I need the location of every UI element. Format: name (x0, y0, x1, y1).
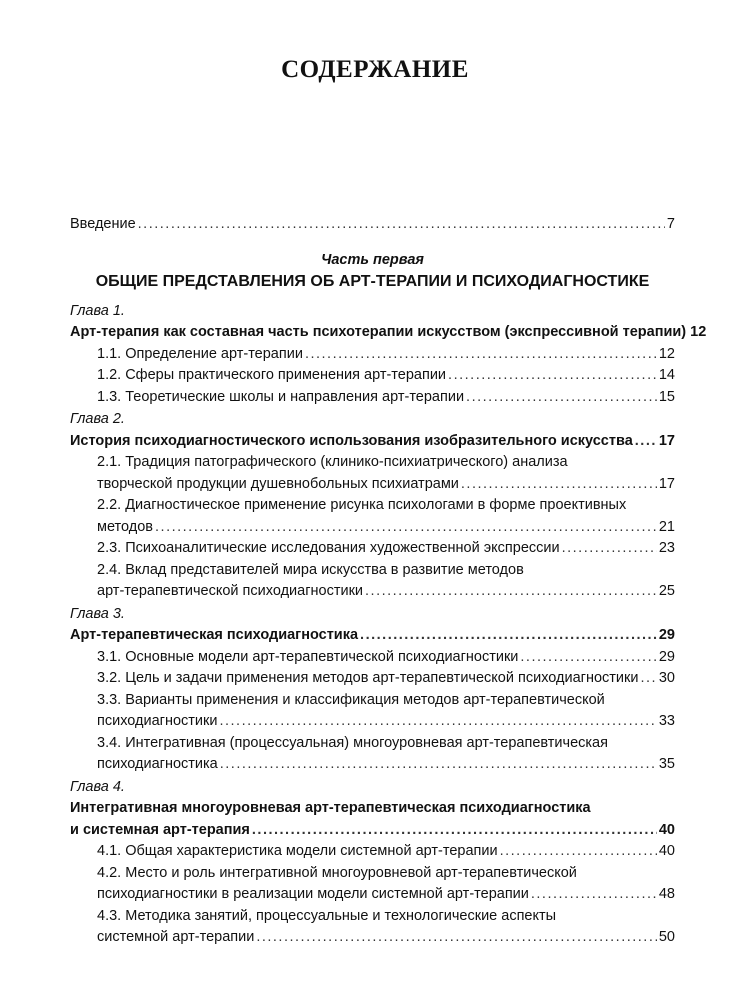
dot-leader (155, 517, 657, 539)
section-title: творческой продукции душевнобольных психиатрами (97, 475, 459, 492)
toc-entry-chapter-2[interactable] (70, 431, 675, 453)
section-title: 1.3. Теоретические школы и направления арт-терапии (97, 388, 465, 405)
part-label: Часть первая (321, 251, 424, 268)
toc-page-number: 17 (658, 475, 675, 492)
section-title-line: 2.1. Традиция патографического (клинико-психиатрического) анализа (97, 454, 568, 470)
toc-page-number: 40 (658, 843, 675, 859)
dot-leader (635, 431, 657, 453)
toc-entry-section[interactable] (70, 841, 675, 863)
toc-entry-chapter-4[interactable] (70, 820, 675, 842)
dot-leader (360, 625, 657, 647)
section-title: психодиагностика (97, 756, 218, 772)
toc-entry-section[interactable] (70, 387, 675, 409)
toc-page-number: 40 (658, 821, 675, 838)
toc-page-number: 15 (658, 388, 675, 405)
dot-leader (500, 841, 657, 863)
toc-page-number: 12 (658, 345, 675, 362)
chapter-label: Глава 2. (70, 411, 125, 427)
toc-entry-section[interactable] (70, 884, 675, 906)
section-title: методов (97, 518, 154, 535)
toc-entry-introduction[interactable] (70, 214, 675, 236)
toc-page-number: 29 (658, 627, 675, 643)
dot-leader (448, 365, 657, 387)
toc-page-number: 25 (658, 583, 675, 599)
part-title: ОБЩИЕ ПРЕДСТАВЛЕНИЯ ОБ АРТ-ТЕРАПИИ И ПСИХОДИАГНОСТИКЕ (95, 273, 650, 290)
section-title: 3.2. Цель и задачи применения методов арт-терапевтической психодиагностики (97, 670, 639, 686)
section-title-line: 3.4. Интегративная (процессуальная) многоуровневая арт-терапевтическая (97, 734, 608, 751)
toc-page-number: 50 (658, 929, 675, 945)
section-title-line: 2.2. Диагностическое применение рисунка психологами в форме проективных (97, 497, 627, 513)
chapter-label: Глава 1. (70, 302, 125, 319)
toc-entry-section[interactable] (70, 517, 675, 539)
dot-leader (640, 668, 656, 690)
chapter-title: История психодиагностического использования изобразительного искусства (70, 432, 633, 449)
toc-page-number: 12 (690, 324, 707, 340)
chapter-label: Глава 4. (70, 778, 125, 795)
dot-leader (220, 754, 657, 776)
dot-leader (466, 387, 657, 409)
section-title: 1.1. Определение арт-терапии (97, 345, 303, 362)
dot-leader (461, 474, 657, 496)
dot-leader (256, 927, 657, 949)
toc-page-number: 23 (658, 540, 675, 556)
toc-entry-section[interactable] (70, 927, 675, 949)
section-title-line: 3.3. Варианты применения и классификация методов арт-терапевтической (97, 691, 605, 708)
dot-leader (252, 820, 657, 842)
chapter-label: Глава 3. (70, 605, 125, 622)
section-title: арт-терапевтической психодиагностики (97, 583, 364, 599)
table-of-contents (70, 214, 707, 949)
toc-entry-section[interactable] (70, 365, 675, 387)
toc-entry-section[interactable] (70, 474, 675, 496)
toc-entry-section[interactable] (70, 668, 675, 690)
section-title: психодиагностики в реализации модели системной арт-терапии (97, 886, 529, 902)
toc-page-number: 17 (658, 432, 675, 449)
toc-page-number: 7 (666, 216, 675, 232)
chapter-title: и системная арт-терапия (70, 821, 250, 838)
dot-leader (305, 344, 657, 366)
toc-entry-text: Введение (70, 216, 136, 232)
section-title: 3.1. Основные модели арт-терапевтической психодиагностики (97, 648, 519, 665)
toc-page-number: 48 (658, 886, 675, 902)
section-title: 2.3. Психоаналитические исследования художественной экспрессии (97, 540, 560, 556)
chapter-title: Арт-терапевтическая психодиагностика (70, 627, 359, 643)
toc-entry-chapter-1[interactable] (70, 322, 707, 344)
toc-entry-section[interactable] (70, 647, 675, 669)
toc-entry-section[interactable] (70, 538, 675, 560)
section-title: системной арт-терапии (97, 929, 255, 945)
section-title: 1.2. Сферы практического применения арт-терапии (97, 367, 447, 383)
dot-leader (531, 884, 657, 906)
toc-entry-section[interactable] (70, 711, 675, 733)
toc-entry-section[interactable] (70, 581, 675, 603)
section-title: психодиагностики (97, 713, 218, 729)
dot-leader (138, 214, 665, 236)
section-title: 4.1. Общая характеристика модели системной арт-терапии (97, 843, 498, 859)
dot-leader (365, 581, 657, 603)
toc-entry-section[interactable] (70, 754, 675, 776)
toc-entry-chapter-3[interactable] (70, 625, 675, 647)
section-title-line: 4.2. Место и роль интегративной многоуровневой арт-терапевтической (97, 864, 577, 881)
section-title-line: 2.4. Вклад представителей мира искусства в развитие методов (97, 561, 524, 578)
dot-leader (520, 647, 656, 669)
toc-entry-section[interactable] (70, 344, 675, 366)
toc-page-number: 35 (658, 756, 675, 772)
section-title-line: 4.3. Методика занятий, процессуальные и технологические аспекты (97, 907, 557, 924)
chapter-title: Арт-терапия как составная часть психотерапии искусством (экспрессивной терапии) (70, 324, 687, 340)
dot-leader (562, 538, 657, 560)
toc-page-number: 21 (658, 518, 675, 535)
chapter-title-line: Интегративная многоуровневая арт-терапевтическая психодиагностика (70, 800, 591, 816)
toc-page-number: 14 (658, 367, 675, 383)
dot-leader (219, 711, 656, 733)
toc-page-number: 29 (658, 648, 675, 665)
toc-page-number: 33 (658, 713, 675, 729)
page-title: СОДЕРЖАНИЕ (281, 56, 469, 83)
toc-page-number: 30 (658, 670, 675, 686)
